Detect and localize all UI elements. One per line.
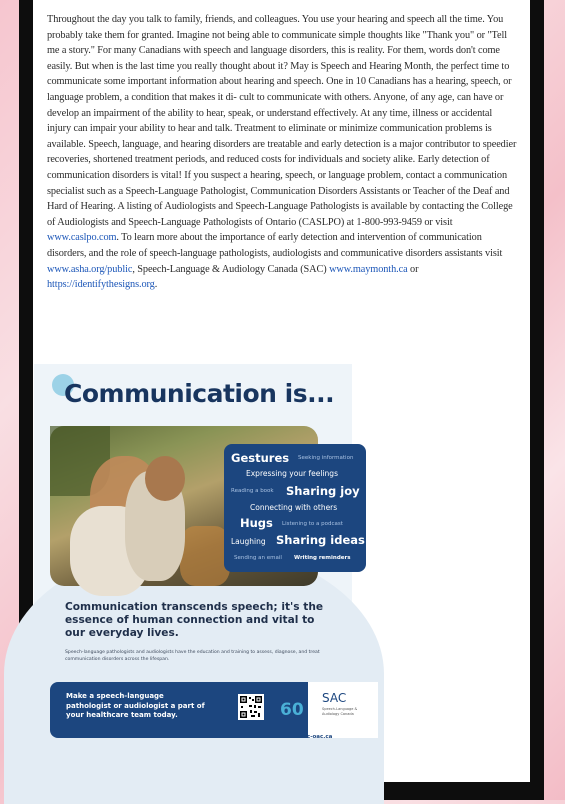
article-text-3: , Speech-Language & Audiology Canada (SAC) — [132, 263, 330, 275]
word-connecting: Connecting with others — [250, 503, 338, 512]
word-reading: Reading a book — [231, 488, 274, 494]
poster-subtext: Speech-language pathologists and audiologists have the education and training to assess, diagnose, and treat communication disorders across the lifespan. — [65, 650, 320, 662]
poster-headline: Communication transcends speech; it's the essence of human connection and vital to our everyday lives. — [65, 601, 324, 639]
asha-link[interactable]: www.asha.org/public — [47, 263, 133, 275]
word-sharing-ideas: Sharing ideas — [276, 533, 365, 547]
caslpo-link[interactable]: www.caslpo.com — [47, 232, 117, 244]
word-sending: Sending an email — [234, 555, 282, 561]
article-text-2: . To learn more about the importance of early detection and intervention of communication disorders, and the role of speech-language pathologists, audiologists and communicative disorders assistants visit — [47, 232, 503, 259]
article-text-5: . — [154, 279, 158, 291]
sixty-anniversary-logo: 60 — [280, 700, 304, 720]
article-paragraph — [47, 12, 518, 293]
cta-text: Make a speech-language pathologist or audiologist a part of your healthcare team today. — [66, 692, 205, 719]
word-seeking: Seeking information — [298, 455, 354, 461]
word-expressing: Expressing your feelings — [246, 469, 338, 478]
right-frame-bar — [530, 0, 544, 800]
word-writing: Writing reminders — [294, 555, 351, 561]
word-sharing-joy: Sharing joy — [286, 484, 360, 498]
communication-word-panel — [224, 444, 366, 572]
article-text-1: Throughout the day you talk to family, friends, and colleagues. You use your hearing and speech all the time. You probably take them for granted. Imagine not being able to communicate simple thoughts like "Thank you" or "Tell me a story." For many Canadians with speech and language disorders, this is reality. For them, words don't come easily. But when is the last time you really thought about it? May is Speech and Hearing Month, the perfect time to communicate some important information about hearing and speech. One in 10 Canadians has a hearing, speech, or language problem, a condition that makes it di- cult to communicate with others. Anyone, of any age, can have or develop an impairment of the ability to hear, speak, or understand effectively. At any time, illness or accidental injury can impair your ability to hear and talk. Treatment to eliminate or minimize communication problems is available. Speech, language, and hearing disorders are treatable and early detection is a major contributor to speedier recoveries, shortened treatment periods, and reduced costs for individuals and society alike. Early detection of communication disorders is vital! If you suspect a hearing, speech, or language problem, contact a communication specialist such as a Speech-Language Pathologist, Communication Disorders Assistants or Teacher of the Deaf and Hard of Hearing. A listing of Audiologists and Speech-Language Pathologists is available by contacting the College of Audiologists and Speech-Language Pathologists of Ontario (CASLPO) at 1-800-993-9459 or visit — [47, 14, 517, 228]
poster-url: sac-oac.ca — [300, 734, 333, 740]
qr-code-icon[interactable] — [238, 694, 264, 720]
word-laughing: Laughing — [231, 537, 266, 546]
communication-poster — [34, 364, 365, 754]
poster-cta-banner — [50, 682, 362, 738]
sac-logo: SAC — [322, 691, 347, 705]
sac-logo-subtitle: Speech-Language & Audiology Canada — [322, 707, 358, 716]
word-listening: Listening to a podcast — [282, 521, 343, 527]
maymonth-link[interactable]: www.maymonth.ca — [329, 263, 408, 275]
word-gestures: Gestures — [231, 451, 290, 465]
identifythesigns-link[interactable]: https://identifythesigns.org — [47, 279, 155, 291]
word-hugs: Hugs — [240, 516, 273, 530]
article-text-4: or — [407, 263, 419, 275]
poster-title: Communication is... — [64, 379, 335, 408]
